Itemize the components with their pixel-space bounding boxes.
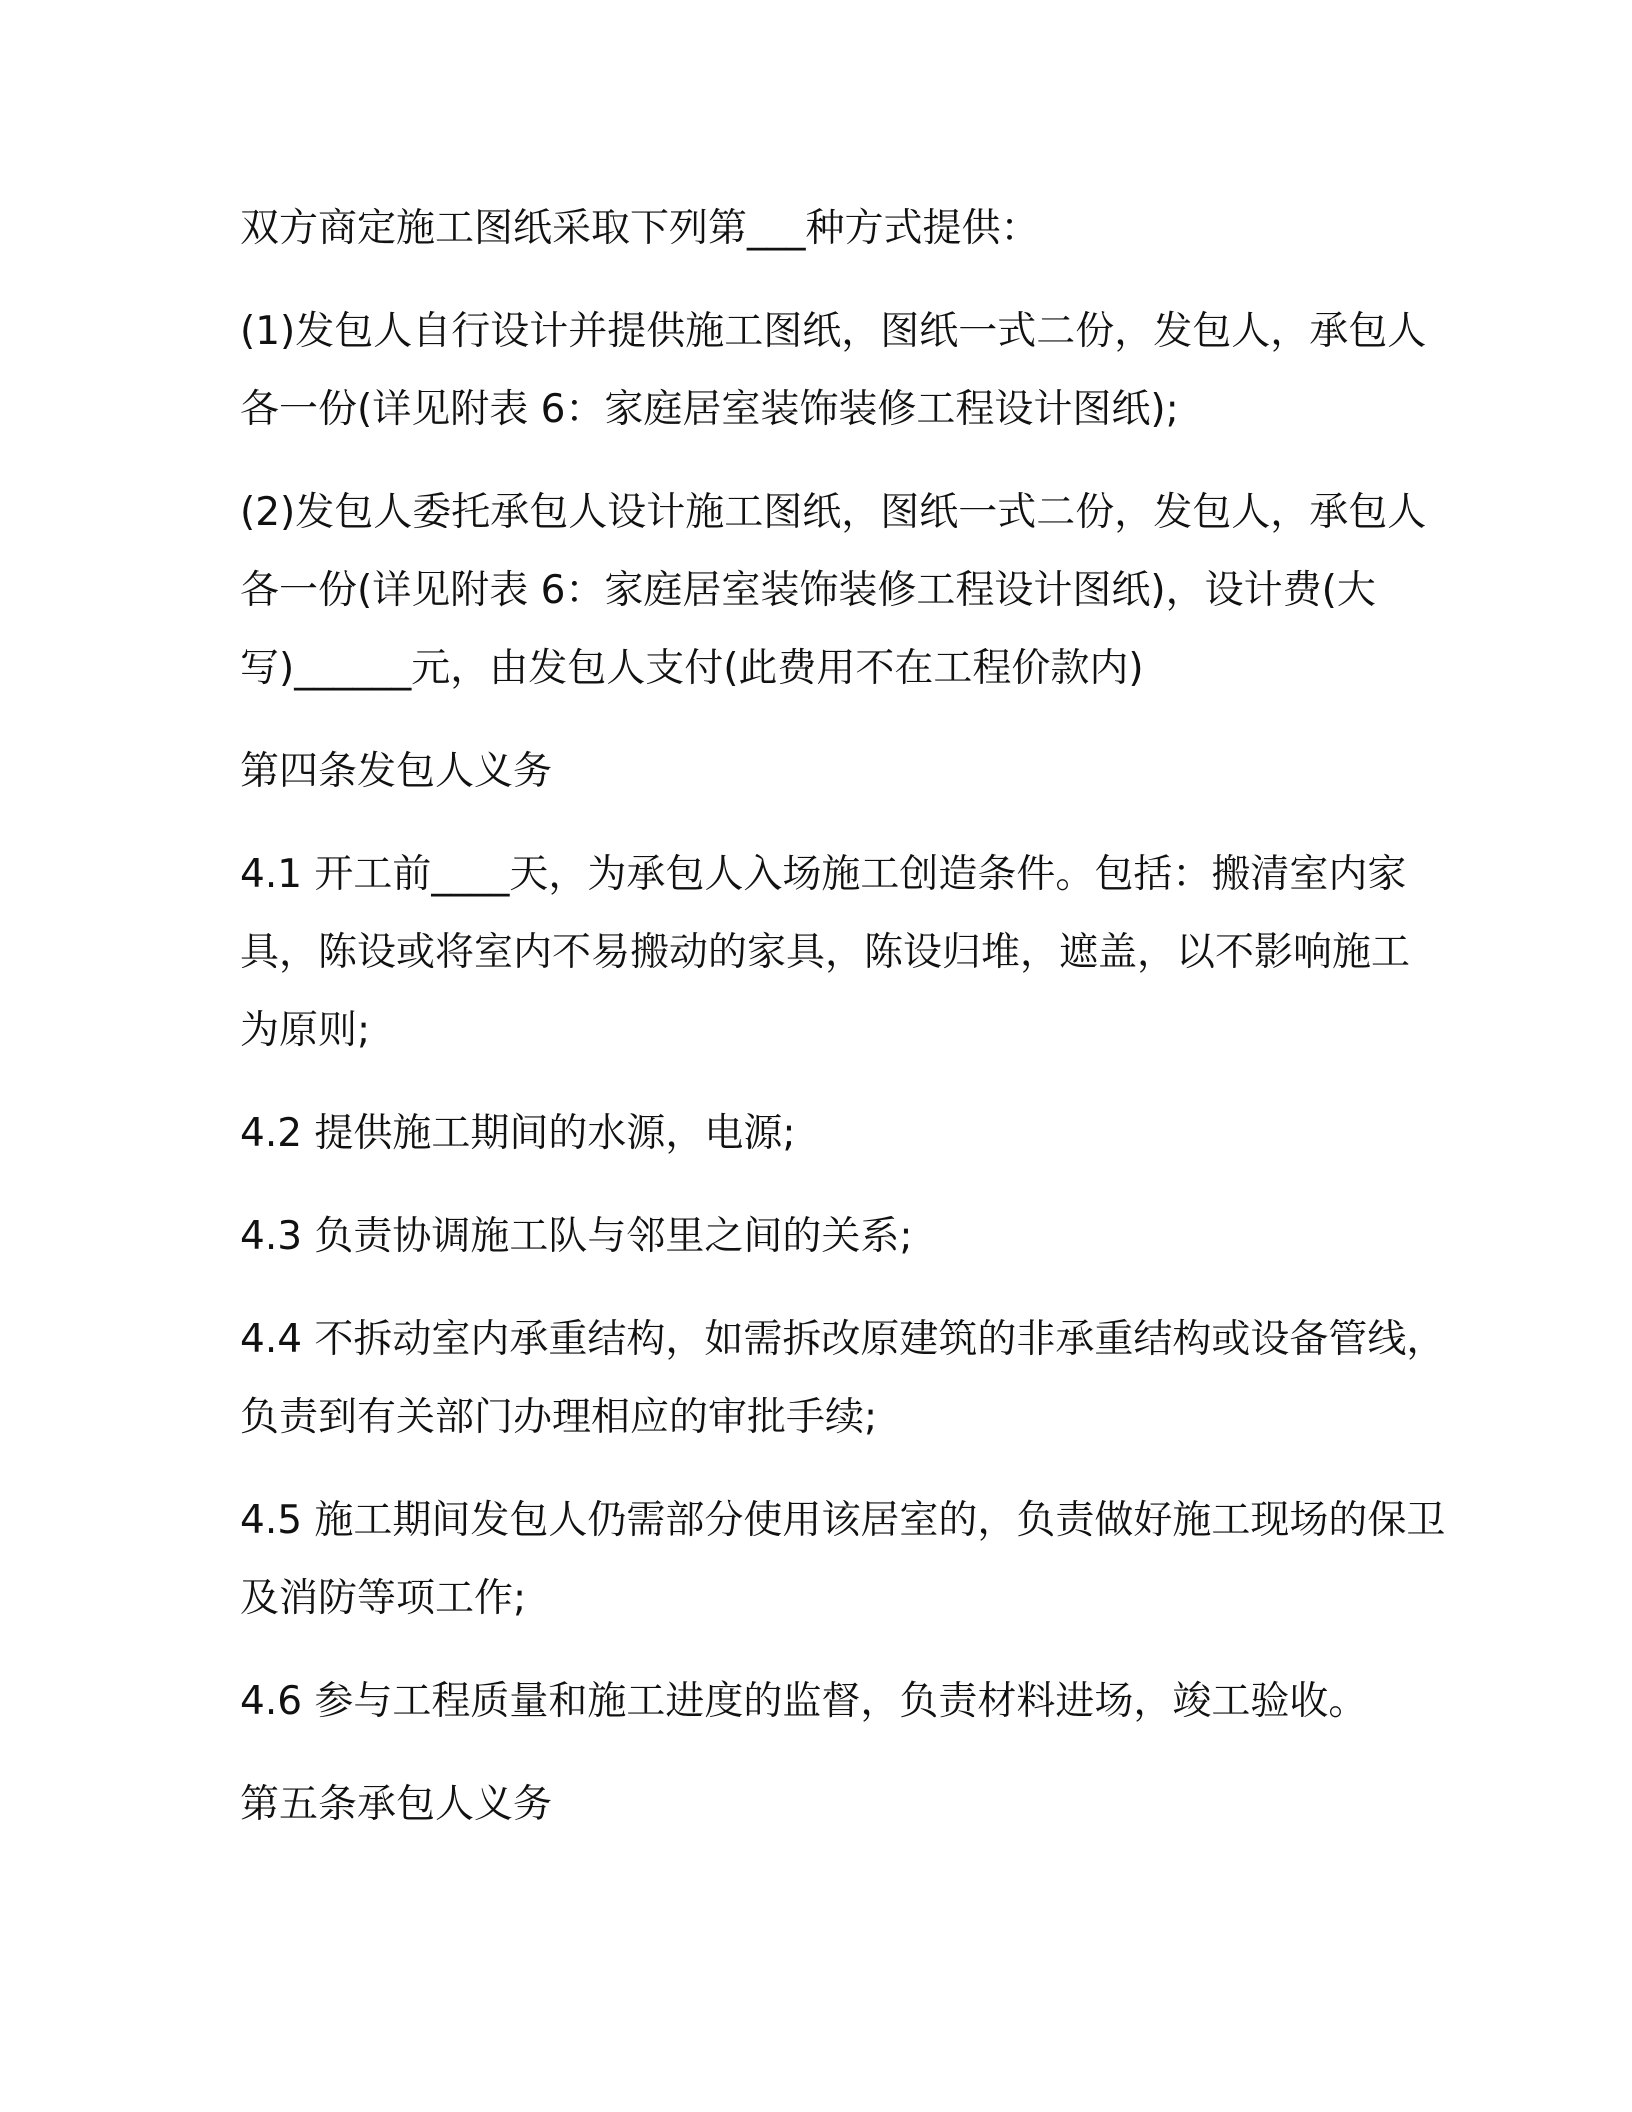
text-line: 各一份(详见附表 6：家庭居室装饰装修工程设计图纸)，设计费(大 [240,568,1376,613]
section-heading-article-4 [240,733,1400,811]
text-line: 各一份(详见附表 6：家庭居室装饰装修工程设计图纸); [240,387,1179,432]
paragraph-drawing-method [240,190,1400,268]
paragraph-option-1 [240,293,1427,449]
clause-4-5 [240,1482,1446,1638]
text-line: 写)______元，由发包人支付(此费用不在工程价款内) [240,646,1144,691]
text-line: 4.6 参与工程质量和施工进度的监督，负责材料进场，竣工验收。 [240,1679,1368,1724]
text-line: (1)发包人自行设计并提供施工图纸，图纸一式二份，发包人，承包人 [240,309,1427,354]
clause-4-4 [240,1301,1446,1457]
document-body [240,190,1446,1869]
text-line: 4.5 施工期间发包人仍需部分使用该居室的，负责做好施工现场的保卫 [240,1498,1446,1543]
text-line: 4.4 不拆动室内承重结构，如需拆改原建筑的非承重结构或设备管线， [240,1317,1446,1362]
clause-4-3 [240,1198,1400,1276]
text-line: 第五条承包人义务 [240,1782,553,1827]
clause-4-1 [240,836,1411,1070]
text-line: 具，陈设或将室内不易搬动的家具，陈设归堆，遮盖，以不影响施工 [240,930,1411,975]
section-heading-article-5 [240,1766,1400,1844]
text-line: 4.1 开工前____天，为承包人入场施工创造条件。包括：搬清室内家 [240,852,1407,897]
clause-4-2 [240,1095,1400,1173]
text-line: (2)发包人委托承包人设计施工图纸，图纸一式二份，发包人，承包人 [240,490,1427,535]
text-line: 4.3 负责协调施工队与邻里之间的关系; [240,1214,913,1259]
text-line: 双方商定施工图纸采取下列第___种方式提供： [240,206,1040,251]
text-line: 第四条发包人义务 [240,749,553,794]
text-line: 为原则; [240,1008,371,1053]
clause-4-6 [240,1663,1400,1741]
paragraph-option-2 [240,474,1427,708]
text-line: 及消防等项工作; [240,1576,527,1621]
text-line: 4.2 提供施工期间的水源，电源; [240,1111,796,1156]
text-line: 负责到有关部门办理相应的审批手续; [240,1395,878,1440]
